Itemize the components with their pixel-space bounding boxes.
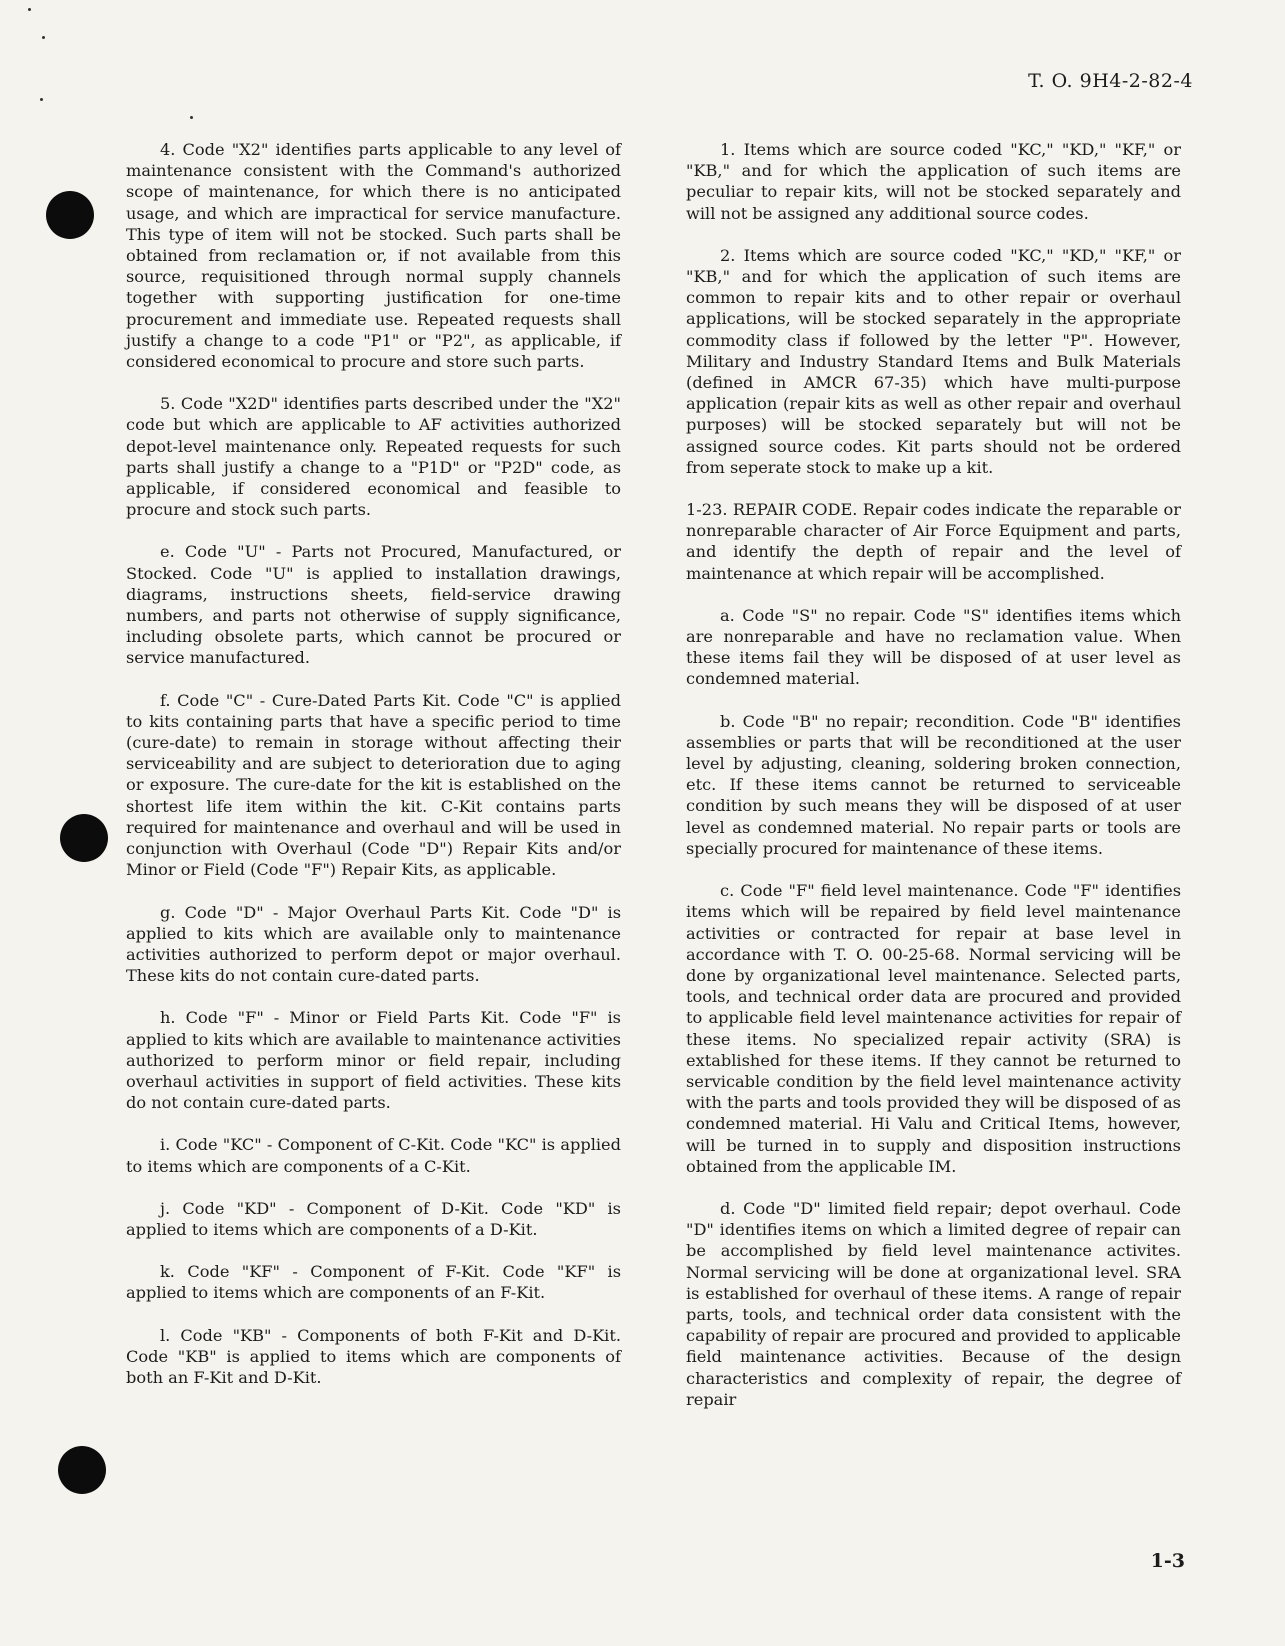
paragraph-code-u: e. Code "U" - Parts not Procured, Manufactured, or Stocked. Code "U" is applied to installation drawings, diagrams, instructions sheets, field-service drawing numbers, and parts not otherwise of supply significance, including obsolete parts, which cannot be procured or service manufactured. [126,542,621,668]
right-column [686,139,1181,1431]
paragraph-code-f: h. Code "F" - Minor or Field Parts Kit. Code "F" is applied to kits which are available to maintenance activities authorized to perform minor or field repair, including overhaul activities in support of field activities. These kits do not contain cure-dated parts. [126,1008,621,1113]
paragraph-repair-code-d: d. Code "D" limited field repair; depot overhaul. Code "D" identifies items on which a limited degree of repair can be accomplished by field level maintenance activites. Normal servicing will be done at organizational level. SRA is established for overhaul of these items. A range of repair parts, tools, and technical order data consistent with the capability of repair are procured and provided to applicable field maintenance activities. Because of the design characteristics and complexity of repair, the degree of repair [686,1198,1181,1409]
paragraph-code-c: f. Code "C" - Cure-Dated Parts Kit. Code "C" is applied to kits containing parts that have a specific period to time (cure-date) to remain in storage without affecting their serviceability and are subject to deterioration due to aging or exposure. The cure-date for the kit is established on the shortest life item within the kit. C-Kit contains parts required for maintenance and overhaul and will be used in conjunction with Overhaul (Code "D") Repair Kits and/or Minor or Field (Code "F") Repair Kits, as applicable. [126,690,621,880]
section-repair-code: 1-23. REPAIR CODE. Repair codes indicate the reparable or nonreparable character of Air Force Equipment and parts, and identify the depth of repair and the level of maintenance at which repair will be accomplished. [686,500,1181,583]
page-number: 1-3 [1150,1550,1185,1572]
paragraph-kit-item-2: 2. Items which are source coded "KC," "KD," "KF," or "KB," and for which the application of such items are common to repair kits and to other repair or overhaul applications, will be stocked separately in the appropriate commodity class if followed by the letter "P". However, Military and Industry Standard Items and Bulk Materials (defined in AMCR 67-35) which have multi-purpose application (repair kits as well as other repair and overhaul purposes) will be stocked separately but will not be assigned source codes. Kit parts should not be ordered from seperate stock to make up a kit. [686,245,1181,477]
scan-speck [40,98,43,101]
paragraph-repair-code-b: b. Code "B" no repair; recondition. Code "B" identifies assemblies or parts that will be reconditioned at the user level by adjusting, cleaning, soldering broken connection, etc. If these items cannot be returned to serviceable condition by such means they will be disposed of at user level as condemned material. No repair parts or tools are specially procured for maintenance of these items. [686,711,1181,858]
left-column [126,139,621,1409]
paragraph-code-kf: k. Code "KF" - Component of F-Kit. Code "KF" is applied to items which are components of an F-Kit. [126,1262,621,1303]
scan-speck [28,8,31,11]
punch-hole [46,191,94,239]
paragraph-code-x2d: 5. Code "X2D" identifies parts described under the "X2" code but which are applicable to AF activities authorized depot-level maintenance only. Repeated requests for such parts shall justify a change to a "P1D" or "P2D" code, as applicable, if considered economical and feasible to procure and stock such parts. [126,394,621,520]
paragraph-code-kc: i. Code "KC" - Component of C-Kit. Code "KC" is applied to items which are components of a C-Kit. [126,1135,621,1176]
paragraph-code-x2: 4. Code "X2" identifies parts applicable to any level of maintenance consistent with the Command's authorized scope of maintenance, for which there is no anticipated usage, and which are impractical for service manufacture. This type of item will not be stocked. Such parts shall be obtained from reclamation or, if not available from this source, requisitioned through normal supply channels together with supporting justification for one-time procurement and immediate use. Repeated requests shall justify a change to a code "P1" or "P2", as applicable, if considered economical to procure and store such parts. [126,140,621,372]
paragraph-repair-code-s: a. Code "S" no repair. Code "S" identifies items which are nonreparable and have no reclamation value. When these items fail they will be disposed of at user level as condemned material. [686,605,1181,689]
paragraph-kit-item-1: 1. Items which are source coded "KC," "KD," "KF," or "KB," and for which the application of such items are peculiar to repair kits, will not be stocked separately and will not be assigned any additional source codes. [686,140,1181,223]
paragraph-code-kd: j. Code "KD" - Component of D-Kit. Code "KD" is applied to items which are components of a D-Kit. [126,1198,621,1239]
paragraph-code-d: g. Code "D" - Major Overhaul Parts Kit. Code "D" is applied to kits which are available only to maintenance activities authorized to perform depot or major overhaul. These kits do not contain cure-dated parts. [126,902,621,986]
scan-speck [42,36,45,39]
punch-hole [58,1446,106,1494]
punch-hole [60,814,108,862]
scan-speck [190,116,193,119]
paragraph-repair-code-f: c. Code "F" field level maintenance. Code "F" identifies items which will be repaired by field level maintenance activities or contracted for repair at base level in accordance with T. O. 00-25-68. Normal servicing will be done by organizational level maintenance. Selected parts, tools, and technical order data are procured and provided to applicable field level maintenance activities for repair of these items. No specialized repair activity (SRA) is extablished for these items. If they cannot be returned to servicable condition by the field level maintenance activity with the parts and tools provided they will be disposed of as condemned material. Hi Valu and Critical Items, however, will be turned in to supply and disposition instructions obtained from the applicable IM. [686,881,1181,1176]
paragraph-code-kb: l. Code "KB" - Components of both F-Kit and D-Kit. Code "KB" is applied to items which are components of both an F-Kit and D-Kit. [126,1325,621,1387]
document-number: T. O. 9H4-2-82-4 [1028,70,1193,92]
